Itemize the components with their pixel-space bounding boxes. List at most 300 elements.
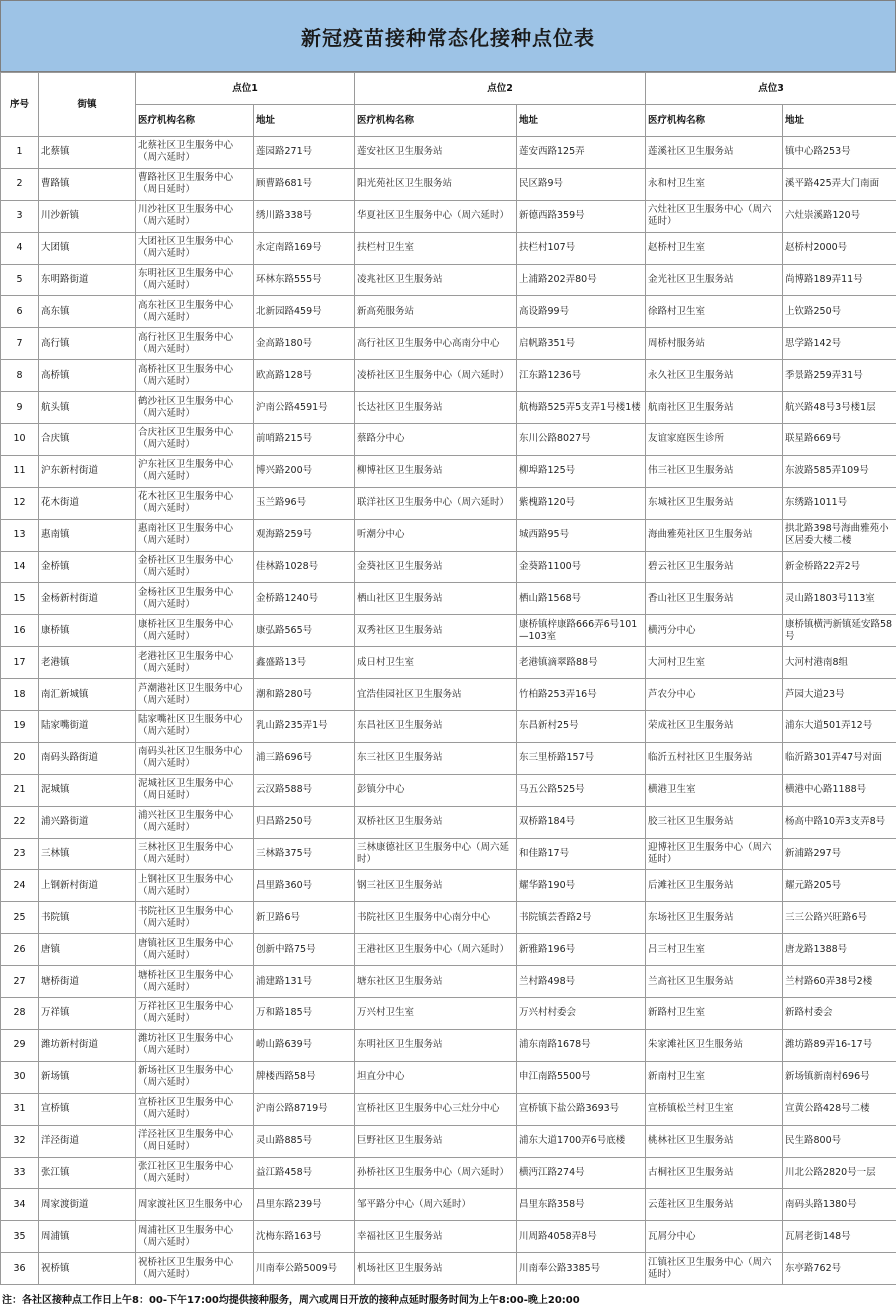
row-seq: 29 [1, 1029, 39, 1061]
point3-address: 宣黄公路428号二楼 [783, 1093, 896, 1125]
table-row [1, 296, 896, 328]
point1-institution: 祝桥社区卫生服务中心（周六延时） [136, 1253, 254, 1285]
point1-address: 云汉路588号 [254, 774, 355, 806]
row-seq: 13 [1, 519, 39, 551]
point3-address: 耀元路205号 [783, 870, 896, 902]
point1-institution: 新场社区卫生服务中心（周六延时） [136, 1061, 254, 1093]
point1-institution: 康桥社区卫生服务中心（周六延时） [136, 615, 254, 647]
point2-institution: 万兴村卫生室 [355, 998, 517, 1030]
point3-address: 潍坊路89弄16-17号 [783, 1029, 896, 1061]
header-row-2 [1, 105, 896, 137]
point1-address: 康弘路565号 [254, 615, 355, 647]
row-seq: 16 [1, 615, 39, 647]
row-seq: 5 [1, 264, 39, 296]
point2-institution: 长达社区卫生服务站 [355, 392, 517, 424]
row-seq: 2 [1, 168, 39, 200]
point2-address: 康桥镇梓康路666弄6号101—103室 [517, 615, 646, 647]
row-town: 万祥镇 [39, 998, 136, 1030]
row-town: 高行镇 [39, 328, 136, 360]
row-seq: 33 [1, 1157, 39, 1189]
point1-address: 归昌路250号 [254, 806, 355, 838]
row-town: 大团镇 [39, 232, 136, 264]
point1-address: 佳林路1028号 [254, 551, 355, 583]
point3-address: 赵桥村2000号 [783, 232, 896, 264]
point2-address: 东昌新村25号 [517, 711, 646, 743]
row-seq: 12 [1, 487, 39, 519]
point2-address: 浦东南路1678号 [517, 1029, 646, 1061]
point3-address: 溪平路425弄大门南面 [783, 168, 896, 200]
point1-institution: 大团社区卫生服务中心（周六延时） [136, 232, 254, 264]
point3-address: 杨高中路10弄3支弄8号 [783, 806, 896, 838]
point2-address: 紫槐路120号 [517, 487, 646, 519]
row-seq: 23 [1, 838, 39, 870]
row-seq: 18 [1, 679, 39, 711]
point1-institution: 金杨社区卫生服务中心（周六延时） [136, 583, 254, 615]
point1-address: 浦建路131号 [254, 966, 355, 998]
point1-institution: 周浦社区卫生服务中心（周六延时） [136, 1221, 254, 1253]
point1-institution: 潍坊社区卫生服务中心（周六延时） [136, 1029, 254, 1061]
table-row [1, 1093, 896, 1125]
row-seq: 30 [1, 1061, 39, 1093]
table-row [1, 264, 896, 296]
point2-address: 申江南路5500号 [517, 1061, 646, 1093]
point3-address: 镇中心路253号 [783, 137, 896, 169]
row-seq: 21 [1, 774, 39, 806]
point3-institution: 江镇社区卫生服务中心（周六延时） [646, 1253, 783, 1285]
point3-institution: 古桐社区卫生服务站 [646, 1157, 783, 1189]
point2-institution: 华夏社区卫生服务中心（周六延时） [355, 200, 517, 232]
row-town: 康桥镇 [39, 615, 136, 647]
point1-address: 川南奉公路5009号 [254, 1253, 355, 1285]
point2-institution: 莲安社区卫生服务站 [355, 137, 517, 169]
point1-institution: 三林社区卫生服务中心（周六延时） [136, 838, 254, 870]
point2-institution: 金葵社区卫生服务站 [355, 551, 517, 583]
row-seq: 6 [1, 296, 39, 328]
row-seq: 25 [1, 902, 39, 934]
table-row [1, 711, 896, 743]
row-town: 书院镇 [39, 902, 136, 934]
point3-institution: 吕三村卫生室 [646, 934, 783, 966]
point2-address: 城西路95号 [517, 519, 646, 551]
points-table [0, 72, 896, 1285]
point2-institution: 双秀社区卫生服务站 [355, 615, 517, 647]
row-town: 航头镇 [39, 392, 136, 424]
point1-institution: 洋泾社区卫生服务中心（周日延时） [136, 1125, 254, 1157]
table-row [1, 1189, 896, 1221]
point2-institution: 栖山社区卫生服务站 [355, 583, 517, 615]
point3-institution: 徐路村卫生室 [646, 296, 783, 328]
table-row [1, 519, 896, 551]
point2-institution: 扶栏村卫生室 [355, 232, 517, 264]
point3-institution: 后滩社区卫生服务站 [646, 870, 783, 902]
point2-institution: 书院社区卫生服务中心南分中心 [355, 902, 517, 934]
point3-address: 新路村委会 [783, 998, 896, 1030]
row-seq: 26 [1, 934, 39, 966]
row-seq: 14 [1, 551, 39, 583]
point3-institution: 临沂五村社区卫生服务站 [646, 742, 783, 774]
row-town: 惠南镇 [39, 519, 136, 551]
header-town: 街镇 [39, 73, 136, 137]
point1-institution: 川沙社区卫生服务中心（周六延时） [136, 200, 254, 232]
point1-institution: 北蔡社区卫生服务中心（周六延时） [136, 137, 254, 169]
point3-institution: 胶三社区卫生服务站 [646, 806, 783, 838]
point2-address: 江东路1236号 [517, 360, 646, 392]
row-seq: 27 [1, 966, 39, 998]
table-row [1, 1125, 896, 1157]
point1-institution: 高东社区卫生服务中心（周六延时） [136, 296, 254, 328]
point1-institution: 万祥社区卫生服务中心（周六延时） [136, 998, 254, 1030]
row-seq: 35 [1, 1221, 39, 1253]
point1-address: 潮和路280号 [254, 679, 355, 711]
row-seq: 24 [1, 870, 39, 902]
point2-institution: 坦直分中心 [355, 1061, 517, 1093]
row-seq: 28 [1, 998, 39, 1030]
point3-institution: 伟三社区卫生服务站 [646, 455, 783, 487]
point3-institution: 碧云社区卫生服务站 [646, 551, 783, 583]
header-inst-2: 医疗机构名称 [355, 105, 517, 137]
point1-institution: 沪东社区卫生服务中心（周六延时） [136, 455, 254, 487]
point2-address: 新雅路196号 [517, 934, 646, 966]
point1-address: 昌里东路239号 [254, 1189, 355, 1221]
point3-institution: 新南村卫生室 [646, 1061, 783, 1093]
table-row [1, 1157, 896, 1189]
point2-address: 莲安西路125弄 [517, 137, 646, 169]
table-row [1, 902, 896, 934]
point1-address: 鑫盛路13号 [254, 647, 355, 679]
point2-address: 和佳路17号 [517, 838, 646, 870]
point3-institution: 莲溪社区卫生服务站 [646, 137, 783, 169]
point2-address: 高设路99号 [517, 296, 646, 328]
table-row [1, 1253, 896, 1285]
row-town: 张江镇 [39, 1157, 136, 1189]
row-town: 曹路镇 [39, 168, 136, 200]
point1-institution: 浦兴社区卫生服务中心（周六延时） [136, 806, 254, 838]
table-row [1, 137, 896, 169]
point3-institution: 荣成社区卫生服务站 [646, 711, 783, 743]
point1-address: 崂山路639号 [254, 1029, 355, 1061]
point2-address: 启帆路351号 [517, 328, 646, 360]
point1-address: 永定南路169号 [254, 232, 355, 264]
point2-address: 宣桥镇下盐公路3693号 [517, 1093, 646, 1125]
point2-address: 柳埠路125号 [517, 455, 646, 487]
point1-institution: 书院社区卫生服务中心（周六延时） [136, 902, 254, 934]
table-row [1, 679, 896, 711]
point1-institution: 花木社区卫生服务中心（周六延时） [136, 487, 254, 519]
header-addr-2: 地址 [517, 105, 646, 137]
point2-institution: 东昌社区卫生服务站 [355, 711, 517, 743]
point3-address: 兰村路60弄38号2楼 [783, 966, 896, 998]
row-seq: 4 [1, 232, 39, 264]
point2-institution: 宣桥社区卫生服务中心三灶分中心 [355, 1093, 517, 1125]
point1-address: 北新园路459号 [254, 296, 355, 328]
point1-address: 金高路180号 [254, 328, 355, 360]
point1-institution: 张江社区卫生服务中心（周六延时） [136, 1157, 254, 1189]
point1-address: 创新中路75号 [254, 934, 355, 966]
point3-address: 横港中心路1188号 [783, 774, 896, 806]
point3-institution: 六灶社区卫生服务中心（周六延时） [646, 200, 783, 232]
table-row [1, 1221, 896, 1253]
point2-address: 民区路9号 [517, 168, 646, 200]
point1-institution: 芦潮港社区卫生服务中心（周六延时） [136, 679, 254, 711]
row-town: 唐镇 [39, 934, 136, 966]
point2-institution: 幸福社区卫生服务站 [355, 1221, 517, 1253]
point3-address: 大河村港南8组 [783, 647, 896, 679]
point2-institution: 高行社区卫生服务中心高南分中心 [355, 328, 517, 360]
point2-institution: 柳博社区卫生服务站 [355, 455, 517, 487]
row-town: 上钢新村街道 [39, 870, 136, 902]
point1-address: 牌楼西路58号 [254, 1061, 355, 1093]
row-town: 三林镇 [39, 838, 136, 870]
point2-institution: 东三社区卫生服务站 [355, 742, 517, 774]
row-town: 北蔡镇 [39, 137, 136, 169]
point3-address: 康桥镇横沔新镇延安路58号 [783, 615, 896, 647]
row-seq: 34 [1, 1189, 39, 1221]
row-town: 合庆镇 [39, 424, 136, 456]
footnote: 注：各社区接种点工作日上午8：00-下午17:00均提供接种服务，周六或周日开放的接种点延时服务时间为上午8:00-晚上20:00 [2, 1294, 580, 1306]
point2-address: 耀华路190号 [517, 870, 646, 902]
point2-institution: 东明社区卫生服务站 [355, 1029, 517, 1061]
row-seq: 22 [1, 806, 39, 838]
table-row [1, 742, 896, 774]
row-town: 沪东新村街道 [39, 455, 136, 487]
point2-address: 川周路4058弄8号 [517, 1221, 646, 1253]
point1-address: 万和路185号 [254, 998, 355, 1030]
point3-address: 民生路800号 [783, 1125, 896, 1157]
row-town: 周浦镇 [39, 1221, 136, 1253]
table-row [1, 934, 896, 966]
point2-address: 上浦路202弄80号 [517, 264, 646, 296]
header-inst-1: 医疗机构名称 [136, 105, 254, 137]
point2-institution: 宜浩佳园社区卫生服务站 [355, 679, 517, 711]
point2-institution: 三林康德社区卫生服务中心（周六延时） [355, 838, 517, 870]
point3-institution: 香山社区卫生服务站 [646, 583, 783, 615]
row-town: 洋泾街道 [39, 1125, 136, 1157]
point3-institution: 海曲雅苑社区卫生服务站 [646, 519, 783, 551]
point2-institution: 王港社区卫生服务中心（周六延时） [355, 934, 517, 966]
row-town: 陆家嘴街道 [39, 711, 136, 743]
row-seq: 15 [1, 583, 39, 615]
table-row [1, 360, 896, 392]
point2-address: 马五公路525号 [517, 774, 646, 806]
point1-address: 前哨路215号 [254, 424, 355, 456]
point1-address: 莲园路271号 [254, 137, 355, 169]
point2-institution: 蔡路分中心 [355, 424, 517, 456]
point3-address: 临沂路301弄47号对面 [783, 742, 896, 774]
point3-institution: 兰高社区卫生服务站 [646, 966, 783, 998]
point1-institution: 泥城社区卫生服务中心（周日延时） [136, 774, 254, 806]
point3-address: 东亭路762号 [783, 1253, 896, 1285]
row-seq: 1 [1, 137, 39, 169]
point2-address: 老港镇滴翠路88号 [517, 647, 646, 679]
point1-address: 灵山路885号 [254, 1125, 355, 1157]
point3-institution: 金光社区卫生服务站 [646, 264, 783, 296]
point3-address: 唐龙路1388号 [783, 934, 896, 966]
row-seq: 8 [1, 360, 39, 392]
row-town: 浦兴路街道 [39, 806, 136, 838]
point1-address: 金桥路1240号 [254, 583, 355, 615]
point3-address: 南码头路1380号 [783, 1189, 896, 1221]
point3-institution: 横港卫生室 [646, 774, 783, 806]
point3-institution: 周桥村服务站 [646, 328, 783, 360]
row-town: 川沙新镇 [39, 200, 136, 232]
row-town: 周家渡街道 [39, 1189, 136, 1221]
point2-institution: 双桥社区卫生服务站 [355, 806, 517, 838]
row-town: 高东镇 [39, 296, 136, 328]
table-row [1, 392, 896, 424]
point2-address: 扶栏村107号 [517, 232, 646, 264]
point1-address: 环林东路555号 [254, 264, 355, 296]
point3-address: 灵山路1803号113室 [783, 583, 896, 615]
point3-institution: 赵桥村卫生室 [646, 232, 783, 264]
point1-institution: 金桥社区卫生服务中心（周六延时） [136, 551, 254, 583]
point1-address: 益江路458号 [254, 1157, 355, 1189]
point3-institution: 东场社区卫生服务站 [646, 902, 783, 934]
point3-address: 新金桥路22弄2号 [783, 551, 896, 583]
row-town: 南汇新城镇 [39, 679, 136, 711]
point2-address: 竹柏路253弄16号 [517, 679, 646, 711]
point2-institution: 机场社区卫生服务站 [355, 1253, 517, 1285]
row-town: 老港镇 [39, 647, 136, 679]
point2-address: 书院镇芸香路2号 [517, 902, 646, 934]
header-inst-3: 医疗机构名称 [646, 105, 783, 137]
point2-institution: 邹平路分中心（周六延时） [355, 1189, 517, 1221]
table-body [1, 137, 896, 1285]
point3-address: 东绣路1011号 [783, 487, 896, 519]
point2-institution: 成日村卫生室 [355, 647, 517, 679]
point1-institution: 上钢社区卫生服务中心（周六延时） [136, 870, 254, 902]
header-point1: 点位1 [136, 73, 355, 105]
point2-address: 双桥路184号 [517, 806, 646, 838]
row-town: 新场镇 [39, 1061, 136, 1093]
point3-address: 浦东大道501弄12号 [783, 711, 896, 743]
point2-address: 浦东大道1700弄6号底楼 [517, 1125, 646, 1157]
table-row [1, 615, 896, 647]
table-row [1, 455, 896, 487]
point3-institution: 大河村卫生室 [646, 647, 783, 679]
point1-institution: 南码头社区卫生服务中心（周六延时） [136, 742, 254, 774]
point1-address: 观海路259号 [254, 519, 355, 551]
point2-institution: 钢三社区卫生服务站 [355, 870, 517, 902]
point2-institution: 彭镇分中心 [355, 774, 517, 806]
row-town: 东明路街道 [39, 264, 136, 296]
row-town: 高桥镇 [39, 360, 136, 392]
table-row [1, 870, 896, 902]
point3-address: 上钦路250号 [783, 296, 896, 328]
header-addr-1: 地址 [254, 105, 355, 137]
point2-address: 横沔江路274号 [517, 1157, 646, 1189]
point2-institution: 塘东社区卫生服务站 [355, 966, 517, 998]
point3-address: 瓦屑老街148号 [783, 1221, 896, 1253]
point3-institution: 横沔分中心 [646, 615, 783, 647]
header-point2: 点位2 [355, 73, 646, 105]
point3-address: 尚博路189弄11号 [783, 264, 896, 296]
point1-address: 绣川路338号 [254, 200, 355, 232]
point3-address: 六灶崇溪路120号 [783, 200, 896, 232]
row-seq: 31 [1, 1093, 39, 1125]
row-town: 泥城镇 [39, 774, 136, 806]
point1-institution: 合庆社区卫生服务中心（周六延时） [136, 424, 254, 456]
table-row [1, 998, 896, 1030]
point1-address: 顾曹路681号 [254, 168, 355, 200]
point1-institution: 塘桥社区卫生服务中心（周六延时） [136, 966, 254, 998]
point3-institution: 朱家滩社区卫生服务站 [646, 1029, 783, 1061]
row-seq: 17 [1, 647, 39, 679]
point1-institution: 东明社区卫生服务中心（周六延时） [136, 264, 254, 296]
point2-institution: 孙桥社区卫生服务中心（周六延时） [355, 1157, 517, 1189]
table-row [1, 583, 896, 615]
table-row [1, 647, 896, 679]
header-seq: 序号 [1, 73, 39, 137]
row-seq: 36 [1, 1253, 39, 1285]
point1-address: 昌里路360号 [254, 870, 355, 902]
row-town: 花木街道 [39, 487, 136, 519]
point2-institution: 听潮分中心 [355, 519, 517, 551]
point1-address: 新卫路6号 [254, 902, 355, 934]
point3-institution: 宣桥镇松兰村卫生室 [646, 1093, 783, 1125]
row-town: 祝桥镇 [39, 1253, 136, 1285]
point1-address: 三林路375号 [254, 838, 355, 870]
point3-address: 拱北路398号海曲雅苑小区居委大楼二楼 [783, 519, 896, 551]
point2-address: 万兴村村委会 [517, 998, 646, 1030]
point1-institution: 唐镇社区卫生服务中心（周六延时） [136, 934, 254, 966]
point3-institution: 永和村卫生室 [646, 168, 783, 200]
row-seq: 20 [1, 742, 39, 774]
row-town: 南码头路街道 [39, 742, 136, 774]
point1-address: 玉兰路96号 [254, 487, 355, 519]
point1-institution: 周家渡社区卫生服务中心 [136, 1189, 254, 1221]
point2-institution: 阳光苑社区卫生服务站 [355, 168, 517, 200]
point3-address: 川北公路2820号一层 [783, 1157, 896, 1189]
row-seq: 32 [1, 1125, 39, 1157]
point3-address: 东波路585弄109号 [783, 455, 896, 487]
point1-address: 博兴路200号 [254, 455, 355, 487]
table-row [1, 551, 896, 583]
point1-institution: 高行社区卫生服务中心（周六延时） [136, 328, 254, 360]
point3-institution: 芦农分中心 [646, 679, 783, 711]
point2-institution: 巨野社区卫生服务站 [355, 1125, 517, 1157]
point3-institution: 友谊家庭医生诊所 [646, 424, 783, 456]
row-town: 金桥镇 [39, 551, 136, 583]
point2-institution: 新高苑服务站 [355, 296, 517, 328]
row-town: 金杨新村街道 [39, 583, 136, 615]
table-row [1, 200, 896, 232]
point2-address: 栖山路1568号 [517, 583, 646, 615]
table-row [1, 232, 896, 264]
table-row [1, 1029, 896, 1061]
row-seq: 19 [1, 711, 39, 743]
point3-address: 思学路142号 [783, 328, 896, 360]
row-town: 塘桥街道 [39, 966, 136, 998]
table-row [1, 328, 896, 360]
point2-address: 金葵路1100号 [517, 551, 646, 583]
header-row-1 [1, 73, 896, 105]
header-point3: 点位3 [646, 73, 896, 105]
table-row [1, 1061, 896, 1093]
row-seq: 7 [1, 328, 39, 360]
point3-address: 新浦路297号 [783, 838, 896, 870]
point3-address: 航兴路48号3号楼1层 [783, 392, 896, 424]
point2-address: 川南奉公路3385号 [517, 1253, 646, 1285]
point2-address: 兰村路498号 [517, 966, 646, 998]
point3-institution: 迎博社区卫生服务中心（周六延时） [646, 838, 783, 870]
point1-institution: 老港社区卫生服务中心（周六延时） [136, 647, 254, 679]
point2-institution: 凌桥社区卫生服务中心（周六延时） [355, 360, 517, 392]
point2-address: 航梅路525弄5支弄1号楼1楼 [517, 392, 646, 424]
point1-address: 浦三路696号 [254, 742, 355, 774]
point1-address: 沪南公路8719号 [254, 1093, 355, 1125]
point3-address: 季景路259弄31号 [783, 360, 896, 392]
header-addr-3: 地址 [783, 105, 896, 137]
